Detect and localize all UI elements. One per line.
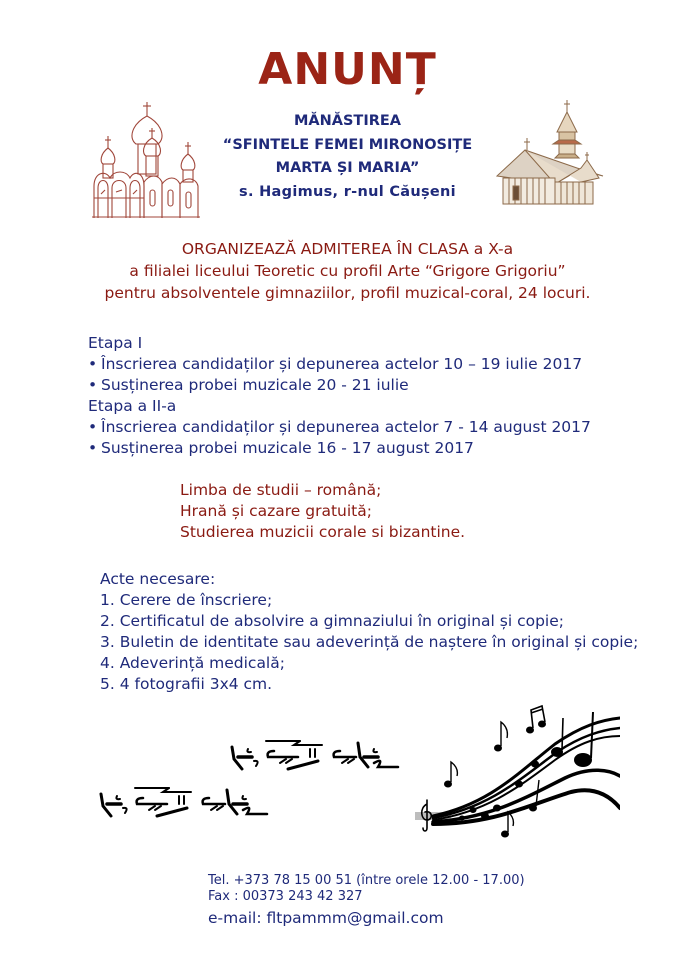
bullet-icon: • bbox=[88, 355, 98, 373]
document-item: 3. Buletin de identitate sau adeverință de naștere în original și copie; bbox=[100, 633, 639, 651]
document-item: 5. 4 fotografii 3x4 cm. bbox=[100, 675, 273, 693]
benefit-item: Limba de studii – română; bbox=[180, 481, 382, 499]
stage-1-item: • Susținerea probei muzicale 20 - 21 iulie bbox=[88, 376, 409, 394]
monastery-label: MĂNĂSTIREA bbox=[293, 113, 402, 129]
bullet-icon: • bbox=[88, 439, 98, 457]
monastery-location: s. Hagimus, r-nul Căușeni bbox=[239, 183, 456, 200]
required-documents-heading: Acte necesare: bbox=[100, 570, 216, 588]
stage-1-item: • Înscrierea candidaților și depunerea actelor 10 – 19 iulie 2017 bbox=[88, 355, 583, 373]
document-item: 2. Certificatul de absolvire a gimnaziului în original și copie; bbox=[100, 612, 564, 630]
admission-line-2: a filialei liceului Teoretic cu profil Arte “Grigore Grigoriu” bbox=[129, 262, 566, 280]
document-item: 4. Adeverință medicală; bbox=[100, 654, 285, 672]
byzantine-neumes-icon bbox=[97, 780, 269, 822]
contact-info bbox=[208, 873, 525, 929]
monastery-name-line2: MARTA ȘI MARIA” bbox=[275, 160, 420, 176]
announcement-title: ANUNȚ bbox=[258, 44, 437, 95]
admission-stages bbox=[88, 333, 591, 459]
stage-1-title: Etapa I bbox=[88, 334, 143, 352]
stage-2-title: Etapa a II-a bbox=[88, 397, 177, 415]
music-staff-notes-icon bbox=[405, 700, 620, 855]
benefits-list bbox=[180, 480, 465, 543]
bullet-icon: • bbox=[88, 418, 98, 436]
document-item: 1. Cerere de înscriere; bbox=[100, 591, 273, 609]
fax-number: Fax : 00373 243 42 327 bbox=[208, 889, 363, 904]
phone-number: Tel. +373 78 15 00 51 (între orele 12.00 - 17.00) bbox=[208, 873, 525, 888]
monastery-name-line1: “SFINTELE FEMEI MIRONOSIȚE bbox=[222, 136, 473, 153]
bullet-icon: • bbox=[88, 376, 98, 394]
stage-2-item: • Înscrierea candidaților și depunerea actelor 7 - 14 august 2017 bbox=[88, 418, 591, 436]
wooden-church-icon bbox=[495, 98, 605, 208]
benefit-item: Studierea muzicii corale si bizantine. bbox=[180, 523, 466, 541]
admission-line-1: ORGANIZEAZĂ ADMITEREA ÎN CLASA a X-a bbox=[181, 240, 514, 258]
email-address[interactable]: e-mail: fltpammm@gmail.com bbox=[208, 909, 444, 927]
admission-line-3: pentru absolventele gimnaziilor, profil muzical-coral, 24 locuri. bbox=[104, 284, 591, 302]
byzantine-neumes-icon bbox=[228, 733, 400, 775]
required-documents bbox=[100, 569, 638, 695]
stage-2-item: • Susținerea probei muzicale 16 - 17 august 2017 bbox=[88, 439, 474, 457]
benefit-item: Hrană și cazare gratuită; bbox=[180, 502, 372, 520]
admission-announcement bbox=[0, 238, 695, 304]
